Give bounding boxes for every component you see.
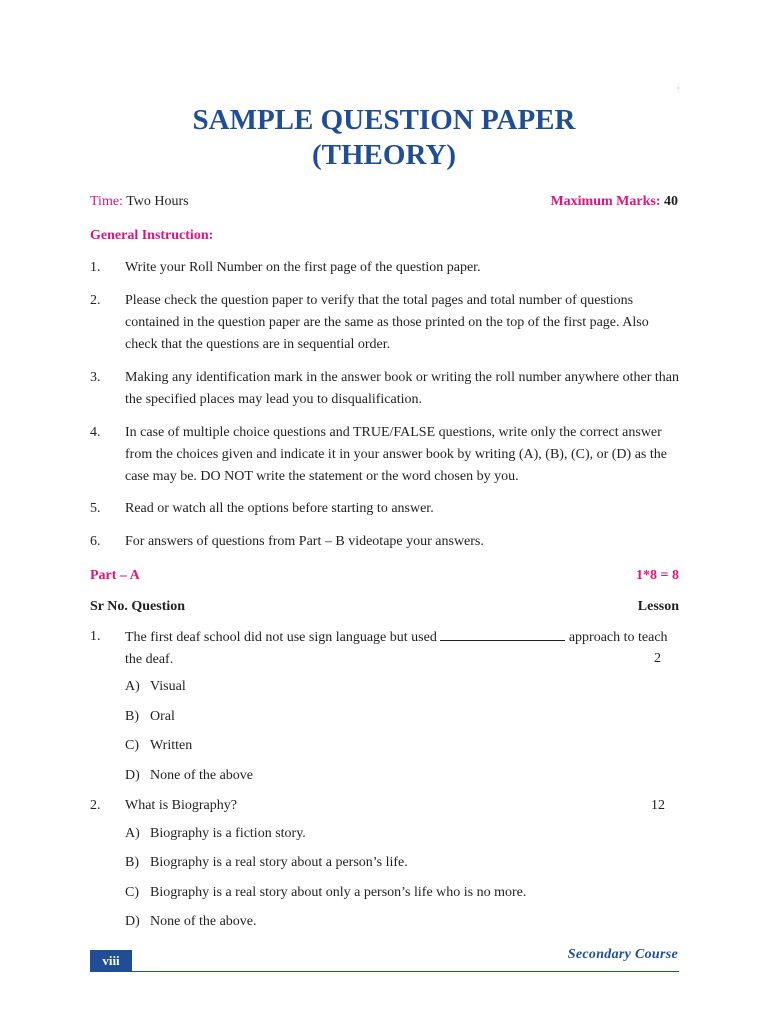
time-row <box>90 192 189 212</box>
instruction-item <box>90 290 679 356</box>
question-number: 2. <box>90 798 101 813</box>
question-item <box>90 626 679 671</box>
option-text: Visual <box>150 679 186 694</box>
marks-row <box>550 192 678 212</box>
instruction-number: 2. <box>90 293 101 308</box>
marks-value: 40 <box>664 194 678 209</box>
paper-subtitle: (THEORY) <box>312 139 456 171</box>
time-value: Two Hours <box>126 194 189 209</box>
instruction-item <box>90 498 679 520</box>
instruction-text: In case of multiple choice questions and TRUE/FALSE questions, write only the correct answer from the choices given and indicate it in your answer book by writing (A), (B), (C), or (D) as the case may be. DO NOT write the statement or the word chosen by you. <box>125 425 667 484</box>
option-text: None of the above <box>150 768 254 783</box>
option-text: Written <box>150 738 193 753</box>
instruction-number: 4. <box>90 425 101 440</box>
question-text-start: The first deaf school did not use sign language but used <box>125 630 437 645</box>
page-number: viii <box>90 950 132 972</box>
option-text: Biography is a real story about a person’s life. <box>150 855 408 870</box>
instruction-number: 6. <box>90 534 101 549</box>
question-text-end: approach to teach the deaf. <box>125 630 668 667</box>
question-lesson: 2 <box>654 651 661 666</box>
footer-rule <box>90 971 679 972</box>
stray-dot: · <box>677 84 680 93</box>
instruction-item <box>90 422 679 488</box>
answer-blank <box>440 626 565 641</box>
time-label: Time: <box>90 194 123 209</box>
instruction-text: Making any identification mark in the answer book or writing the roll number anywhere other than the specified places may lead you to disqualification. <box>125 370 680 407</box>
option-text: Biography is a real story about only a person’s life who is no more. <box>150 885 527 900</box>
part-label: Part – A <box>90 568 140 583</box>
instruction-text: Read or watch all the options before starting to answer. <box>125 501 434 516</box>
instruction-number: 3. <box>90 370 101 385</box>
option <box>125 912 257 932</box>
lesson-column-header: Lesson <box>637 599 679 614</box>
option-text: None of the above. <box>150 914 257 929</box>
question-column-header: Sr No. Question <box>90 599 186 614</box>
question-text <box>125 626 679 671</box>
instruction-number: 1. <box>90 260 101 275</box>
question-text: What is Biography? <box>125 798 237 813</box>
instruction-item <box>90 257 679 279</box>
option-text: Biography is a fiction story. <box>150 826 306 841</box>
paper-title: SAMPLE QUESTION PAPER <box>192 104 576 136</box>
option-letter: D) <box>125 768 140 783</box>
instruction-item <box>90 531 679 553</box>
part-score: 1*8 = 8 <box>636 568 679 583</box>
instruction-item <box>90 367 679 411</box>
instruction-text: For answers of questions from Part – B videotape your answers. <box>125 534 484 549</box>
question-item <box>90 795 679 817</box>
question-number: 1. <box>90 629 101 644</box>
option-letter: D) <box>125 914 140 929</box>
marks-label: Maximum Marks: <box>550 194 661 209</box>
option-letter: B) <box>125 709 139 724</box>
option-letter: A) <box>125 679 140 694</box>
option <box>125 736 192 756</box>
course-name: Secondary Course <box>567 947 678 962</box>
option <box>125 853 408 873</box>
general-instruction-heading: General Instruction: <box>90 228 214 243</box>
option <box>125 824 306 844</box>
option-letter: C) <box>125 738 139 753</box>
option-letter: A) <box>125 826 140 841</box>
instruction-text: Write your Roll Number on the first page of the question paper. <box>125 260 481 275</box>
instruction-number: 5. <box>90 501 101 516</box>
option <box>125 883 526 903</box>
question-lesson: 12 <box>651 798 665 813</box>
option-letter: B) <box>125 855 139 870</box>
option <box>125 766 253 786</box>
instruction-text: Please check the question paper to verify that the total pages and total number of questions contained in the question paper are the same as those printed on the top of the first page. Also check that the questions are in sequential order. <box>125 293 649 352</box>
option-text: Oral <box>150 709 175 724</box>
option <box>125 707 175 727</box>
option-letter: C) <box>125 885 139 900</box>
option <box>125 677 186 697</box>
